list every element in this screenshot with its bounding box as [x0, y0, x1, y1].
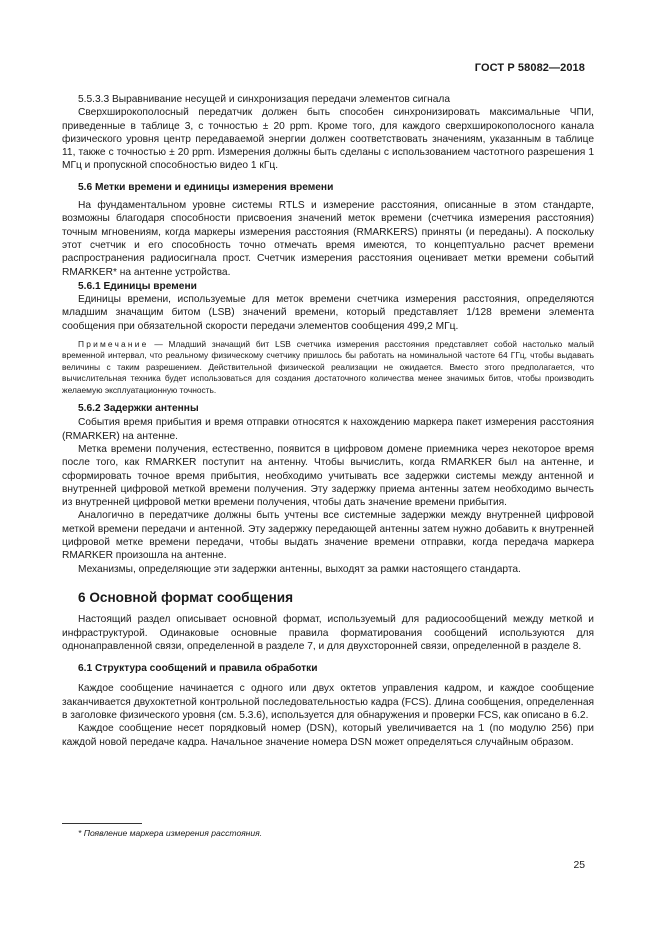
note-block	[62, 339, 594, 396]
note-label: Примечание	[78, 339, 149, 350]
paragraph: Каждое сообщение несет порядковый номер (DSN), который увеличивается на 1 (по модулю 256) при каждой новой передаче кадра. Начальное значение номера DSN может определяться случайным образом.	[62, 723, 594, 748]
paragraph: События время прибытия и время отправки относятся к нахождению маркера пакет измерения расстояния (RMARKER) на антенне.	[62, 417, 594, 442]
paragraph: Механизмы, определяющие эти задержки антенны, выходят за рамки настоящего стандарта.	[78, 563, 521, 575]
paragraph: Единицы времени, используемые для меток времени счетчика измерения расстояния, определяются младшим значащим битом (LSB) значений времени, который представляет 1/128 времени элемента сообщения при обязательной скорости передачи элементов сообщения 499,2 МГц.	[62, 294, 594, 332]
page-number: 25	[573, 860, 585, 871]
section-6-heading: 6 Основной формат сообщения	[78, 589, 294, 605]
section-5-6-heading: 5.6 Метки времени и единицы измерения времени	[78, 181, 334, 193]
paragraph: Каждое сообщение начинается с одного или двух октетов управления кадром, и каждое сообщение заканчивается двухоктетной контрольной последовательностью кадра (FCS). Длина сообщения, определенная в заголовке физического уровня (см. 5.3.6), используется для обнаружения и проверки FCS, как описано в 6.2.	[62, 683, 594, 722]
paragraph: Метка времени получения, естественно, появится в цифровом домене приемника через некоторое время после того, как RMARKER поступит на антенну. Чтобы вычислить, когда RMARKER был на антенне, и сформировать точное время прибытия, необходимо учитывать все задержки системы между антенной и внутренней цифровой меткой времени получения. Эту задержку приема антенны затем необходимо вычесть из внутренней цифровой метки времени получения, чтобы дать значение времени прибытия.	[62, 443, 594, 509]
section-5-6-1-heading: 5.6.1 Единицы времени	[78, 280, 197, 292]
standard-header: ГОСТ Р 58082—2018	[474, 62, 585, 74]
note-text: — Младший значащий бит LSB счетчика измерения расстояния представляет собой настолько малый временной интервал, что реальному физическому счетчику пришлось бы работать на номинальной частоте 64 ГГц, чтобы выдавать величины с таким разрешением. Действительной физической реализации не ожидается. Вместо этого предполагается, что вычислительная техника будет использоваться для создания достаточного количества менее значимых битов, чтобы производить желаемую эксплуатационную точность.	[62, 339, 594, 395]
footnote: * Появление маркера измерения расстояния.	[78, 828, 263, 838]
paragraph: Сверхширокополосный передатчик должен быть способен синхронизировать максимальные ЧПИ, приведенные в таблице 3, с точностью ± 20 ppm. Кроме того, для каждого сверхширокополосного канала физического уровня центр передаваемой энергии должен соответствовать значениям, указанным в таблице 11, также с точностью ± 20 ppm. Измерения должны быть сделаны с использованием частотного разрешения 1 МГц и пропускной способностью видео 1 кГц.	[62, 107, 594, 172]
section-5-6-2-heading: 5.6.2 Задержки антенны	[78, 403, 199, 415]
section-6-1-heading: 6.1 Структура сообщений и правила обработки	[78, 663, 318, 675]
section-5-5-3-3-title: 5.5.3.3 Выравнивание несущей и синхронизация передачи элементов сигнала	[78, 94, 451, 105]
footnote-rule	[62, 823, 142, 824]
paragraph: На фундаментальном уровне системы RTLS и измерение расстояния, описанные в этом стандарте, возможны благодаря способности присвоения значений меток времени (счетчика измерения расстояния) точным мгновениям, когда маркеры измерения расстояния (RMARKERS) приняты (и переданы). А поскольку этот счетчик и его способность точно отмечать время имеются, то концептуально расчет времени распространения радиосигнала прост. Счетчик измерения расстояния оценивает метки времени событий RMARKER* на антенне устройства.	[62, 200, 594, 278]
paragraph: Настоящий раздел описывает основной формат, используемый для радиосообщений между меткой и инфраструктурой. Одинаковые основные правила форматирования сообщений используются для однонаправленной связи, определенной в разделе 7, и для двухсторонней связи, определенной в разделе 8.	[62, 614, 594, 652]
page-body	[62, 93, 594, 749]
paragraph: Аналогично в передатчике должны быть учтены все системные задержки между внутренней цифровой меткой времени передачи и антенной. Эту задержку передающей антенны затем нужно добавить к внутренней цифровой метке времени передачи, чтобы выдать значение времени отправки, когда передача маркера RMARKER произошла на антенне.	[62, 510, 594, 562]
